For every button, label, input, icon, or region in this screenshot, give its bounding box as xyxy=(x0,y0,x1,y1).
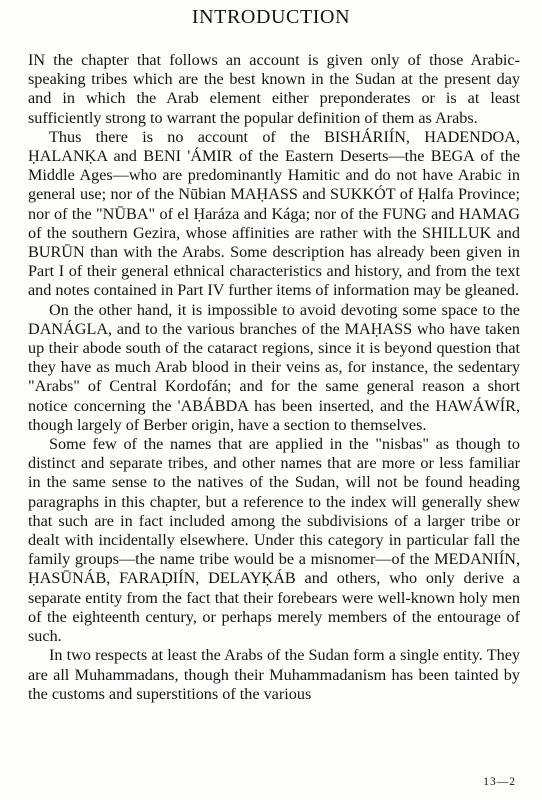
paragraph-2: Thus there is no account of the BISHÁRIÍN, HADENDOA, ḤALANḲA and BENI 'ÁMIR of the Eastern Deserts—the BEGA of the Middle Ages—who are predominantly Hamitic and do not have Arabic in general use; nor of the Nūbian MAḤASS and SUKKÓT of Ḥalfa Province; nor of the "NŪBA" of el Ḥaráza and Kága; nor of the FUNG and HAMAG of the southern Gezira, whose affinities are rather with the SHILLUK and BURŪN than with the Arabs. Some description has already been given in Part I of their general ethnical characteristics and history, and from the text and notes contained in Part IV further items of information may be gleaned. xyxy=(28,127,520,300)
page-title: INTRODUCTION xyxy=(191,6,351,28)
signature-mark: 13—2 xyxy=(483,776,516,788)
paragraph-3: On the other hand, it is impossible to avoid devoting some space to the DANÁGLA, and to the various branches of the MAḤASS who have taken up their abode south of the cataract regions, since it is beyond question that they have as much Arab blood in their veins as, for instance, the sedentary "Arabs" of Central Kordofán; and for the same general reason a short notice concerning the 'ABÁBDA has been inserted, and the HAWÁWÍR, though largely of Berber origin, have a section to themselves. xyxy=(28,300,520,434)
paragraph-5: In two respects at least the Arabs of the Sudan form a single entity. They are all Muhammadans, though their Muhammadanism has been tainted by the customs and superstitions of the various xyxy=(28,646,520,703)
paragraph-1: IN the chapter that follows an account is given only of those Arabic-speaking tribes which are the best known in the Sudan at the present day and in which the Arab element either preponderates or is at least sufficiently strong to warrant the popular definition of them as Arabs. xyxy=(28,51,520,127)
body-text xyxy=(28,51,520,704)
paragraph-4: Some few of the names that are applied in the "nisbas" as though to distinct and separate tribes, and other names that are more or less familiar in the same sense to the natives of the Sudan, will not be found heading paragraphs in this chapter, but a reference to the index will generally shew that such are in fact included among the subdivisions of a larger tribe or dealt with incidentally elsewhere. Under this category in particular fall the family groups—the name tribe would be a misnomer—of the MEDANIÍN, ḤASŪNÁB, FARAḌIÍN, DELAYḲÁB and others, who only derive a separate entity from the fact that their forebears were well-known holy men of the eighteenth century, or perhaps merely members of the entourage of such. xyxy=(28,435,520,646)
